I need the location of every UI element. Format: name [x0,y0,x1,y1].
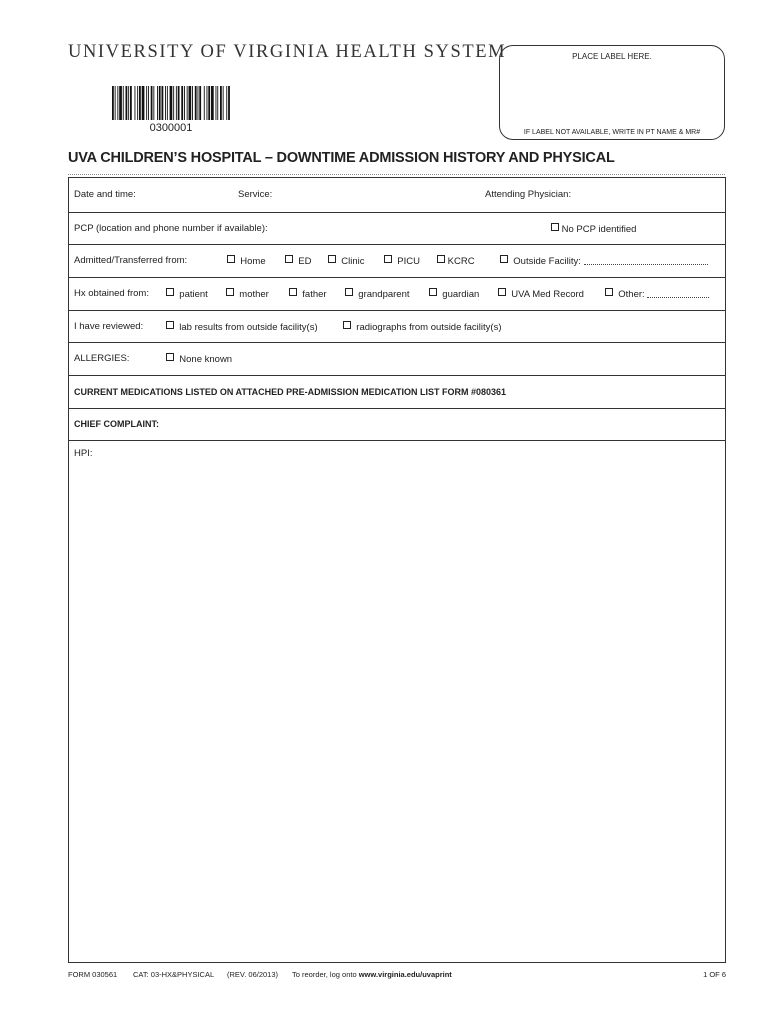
option-label: grandparent [358,289,410,300]
option-label: radiographs from outside facility(s) [356,322,502,333]
reviewed-radiographs-checkbox[interactable] [343,321,501,333]
admitted-ed-checkbox[interactable] [285,255,311,267]
attending-physician-field[interactable]: Attending Physician: [485,189,572,200]
option-label: lab results from outside facility(s) [179,322,318,333]
hx-grandparent-checkbox[interactable] [345,288,410,300]
row-admitted-from [69,244,725,278]
hx-guardian-checkbox[interactable] [429,288,479,300]
admitted-home-checkbox[interactable] [227,255,266,267]
option-label: UVA Med Record [511,289,584,300]
option-label: mother [239,289,269,300]
date-time-field[interactable]: Date and time: [74,189,136,200]
footer-reorder-text: To reorder, log onto [292,970,359,979]
outside-facility-input[interactable] [584,264,708,265]
admitted-picu-checkbox[interactable] [384,255,420,267]
footer-category: CAT: 03-HX&PHYSICAL [133,970,215,979]
option-label: Other: [618,289,645,300]
footer-revision: (REV. 06/2013) [227,970,279,979]
row-allergies [69,342,725,376]
footer-page-number: 1 OF 6 [703,970,726,979]
no-pcp-checkbox[interactable] [551,223,636,235]
checkbox-icon [437,255,445,263]
row-chief-complaint[interactable] [69,408,725,441]
footer-reorder [292,970,452,979]
hx-label: Hx obtained from: [74,288,149,299]
form-title: UVA CHILDREN’S HOSPITAL – DOWNTIME ADMISSION HISTORY AND PHYSICAL [68,150,615,166]
checkbox-icon [289,288,297,296]
medications-note: CURRENT MEDICATIONS LISTED ON ATTACHED PRE-ADMISSION MEDICATION LIST FORM #080361 [74,387,507,397]
row-reviewed [69,310,725,343]
checkbox-icon [226,288,234,296]
checkbox-icon [166,353,174,361]
checkbox-icon [328,255,336,263]
hpi-label: HPI: [74,448,93,459]
allergies-none-known-checkbox[interactable] [166,353,232,365]
option-label: father [302,289,327,300]
option-label: ED [298,256,312,267]
checkbox-icon [343,321,351,329]
row-pcp [69,212,725,245]
checkbox-icon [166,321,174,329]
checkbox-icon [498,288,506,296]
hx-patient-checkbox[interactable] [166,288,208,300]
hx-other-input[interactable] [647,297,709,298]
checkbox-icon [551,223,559,231]
checkbox-icon [166,288,174,296]
footer-form-number: FORM 030561 [68,970,118,979]
option-label: Home [240,256,266,267]
hx-other-checkbox[interactable] [605,288,709,300]
form-body [68,177,726,963]
admitted-clinic-checkbox[interactable] [328,255,365,267]
hx-mother-checkbox[interactable] [226,288,269,300]
hpi-area[interactable] [69,440,725,962]
option-label: patient [179,289,208,300]
admitted-outside-facility-checkbox[interactable] [500,255,708,267]
checkbox-icon [345,288,353,296]
option-label: KCRC [447,256,475,267]
option-label: PICU [397,256,420,267]
pcp-field[interactable]: PCP (location and phone number if available): [74,223,268,234]
patient-label-box[interactable] [499,45,725,140]
institution-name: UNIVERSITY OF VIRGINIA HEALTH SYSTEM [68,42,507,62]
label-box-fallback-instruction: IF LABEL NOT AVAILABLE, WRITE IN PT NAME & MR# [523,129,701,136]
checkbox-icon [285,255,293,263]
hx-uva-med-record-checkbox[interactable] [498,288,584,300]
option-label: Outside Facility: [513,256,581,267]
checkbox-icon [227,255,235,263]
reviewed-lab-results-checkbox[interactable] [166,321,318,333]
checkbox-icon [500,255,508,263]
service-field[interactable]: Service: [238,189,273,200]
barcode [112,86,230,120]
hx-father-checkbox[interactable] [289,288,327,300]
label-box-instruction: PLACE LABEL HERE. [572,52,652,61]
row-hx-obtained [69,277,725,311]
chief-complaint-label: CHIEF COMPLAINT: [74,419,159,429]
title-divider [68,174,725,175]
allergies-label: ALLERGIES: [74,353,130,364]
reviewed-label: I have reviewed: [74,321,144,332]
option-label: None known [179,354,233,365]
row-date-service-attending [69,178,725,213]
checkbox-icon [605,288,613,296]
admitted-kcrc-checkbox[interactable] [437,255,475,267]
row-medications [69,375,725,409]
no-pcp-label: No PCP identified [561,224,637,235]
admitted-label: Admitted/Transferred from: [74,255,188,266]
barcode-number: 0300001 [149,122,193,134]
option-label: Clinic [341,256,365,267]
option-label: guardian [442,289,480,300]
checkbox-icon [429,288,437,296]
footer-reorder-link[interactable]: www.virginia.edu/uvaprint [358,970,452,979]
checkbox-icon [384,255,392,263]
